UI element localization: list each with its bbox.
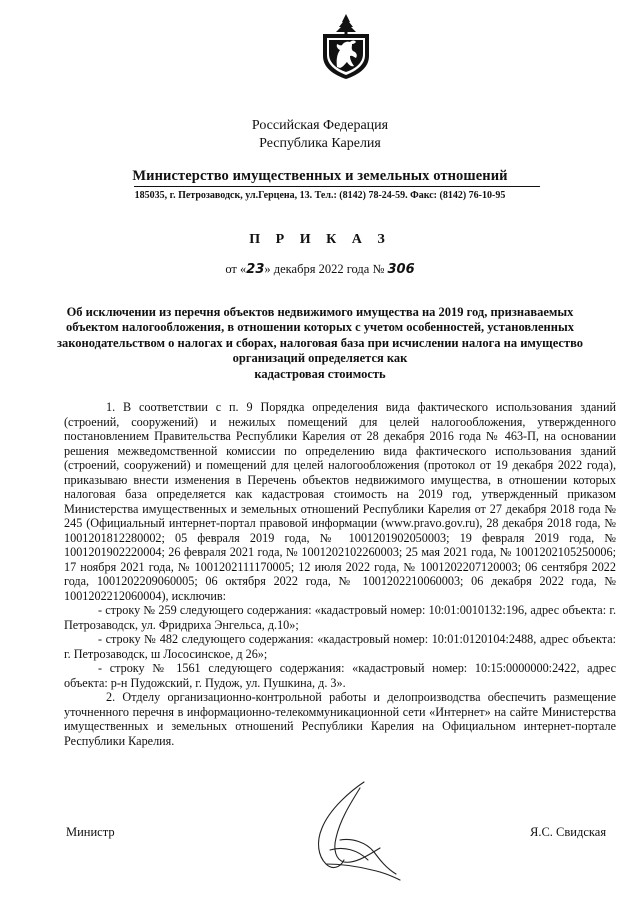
coat-of-arms-icon [320, 14, 372, 80]
order-date-line [0, 262, 640, 277]
ministry-address: 185035, г. Петрозаводск, ул.Герцена, 13. Тел.: (8142) 78-24-59. Факс: (8142) 76-10-95 [134, 190, 506, 201]
handwritten-signature-icon [300, 780, 410, 890]
subject-line: организаций определяется как [232, 351, 408, 366]
list-item: - строку № 1561 следующего содержания: «кадастровый номер: 10:15:0000000:2422, адрес объекта: р-н Пудожский, г. Пудож, ул. Пушкина, д. 3». [64, 661, 616, 690]
header-divider [134, 186, 540, 187]
order-number-handwritten: 306 [387, 262, 415, 277]
list-item: - строку № 482 следующего содержания: «кадастровый номер: 10:01:0120104:2488, адрес объекта: г. Петрозаводск, ш Лососинское, д 26»; [64, 632, 616, 661]
paragraph-2: 2. Отделу организационно-контрольной работы и делопроизводства обеспечить размещение уточненного перечня в информационно-телекоммуникационной сети «Интернет» на сайте Министерства имущественных и земельных отношений Республики Карелия на Официальном интернет-портале Республики Карелия. [64, 690, 616, 748]
order-subject [0, 305, 640, 382]
subject-line: Об исключении из перечня объектов недвижимого имущества на 2019 год, признаваемых [66, 305, 574, 319]
ministry-name: Министерство имущественных и земельных отношений [132, 168, 508, 184]
document-title: П Р И К А З [249, 232, 391, 247]
order-body [64, 400, 616, 748]
signatory-name: Я.С. Свидская [530, 825, 607, 839]
republic-name: Республика Карелия [259, 136, 381, 151]
signatory-position: Министр [66, 825, 115, 839]
subject-line: законодательством о налогах и сборах, налоговая база при исчислении налога на имущество [56, 335, 584, 350]
subject-line: объектом налогообложения, в отношении которых с учетом особенностей, установленных [66, 320, 574, 335]
date-day-handwritten: 23 [246, 262, 265, 277]
paragraph-1: 1. В соответствии с п. 9 Порядка определения вида фактического использования зданий (строений, сооружений) и нежилых помещений для целей налогообложения, утвержденного постановлением Правительства Республики Карелия от 28 декабря 2016 года № 463-П, на основании решения межведомственной комиссии по определению вида фактического использования зданий (строений, сооружений) и помещений для целей налогообложения (протокол от 19 декабря 2022 года), приказываю внести изменения в Перечень объектов недвижимого имущества, в отношении которых налоговая база определяется как кадастровая стоимость на 2019 год, утвержденный приказом Министерства имущественных и земельных отношений Республики Карелия от 27 декабря 2018 года № 245 (Официальный интернет-портал правовой информации (www.pravo.gov.ru), 28 декабря 2018 года, № 1001201812280002; 05 февраля 2019 года, № 1001201902050003; 19 февраля 2019 года, № 1001201902220004; 26 февраля 2021 года, № 1001202102260003; 25 мая 2021 года, № 1001202105250006; 17 ноября 2021 года, № 1001202111170005; 12 июля 2022 года, № 1001202207120003; 06 сентября 2022 года, 1001202209060005; 06 октября 2022 года, № 1001202210060003; 06 декабря 2022 года, № 1001202212060004), исключив: [64, 400, 616, 603]
date-prefix: от « [225, 262, 247, 276]
date-suffix: » декабря 2022 года № [264, 262, 385, 276]
list-item: - строку № 259 следующего содержания: «кадастровый номер: 10:01:0010132:196, адрес объекта: г. Петрозаводск, ул. Фридриха Энгельса, д.10»; [64, 603, 616, 632]
country-name: Российская Федерация [251, 118, 389, 133]
subject-line: кадастровая стоимость [254, 366, 386, 381]
